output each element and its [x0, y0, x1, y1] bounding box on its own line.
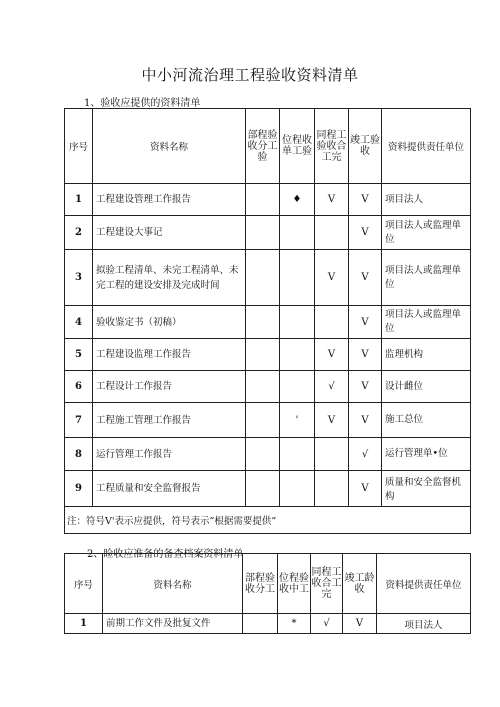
- document-name: 拟验工程清单、未完工程清单、未完工程的建设安排及完成时间: [93, 250, 246, 306]
- header-name: 资料名称: [93, 109, 246, 184]
- mark-c3: [315, 216, 349, 250]
- responsible-unit: 项目法人或监理单位: [382, 216, 471, 250]
- mark-c3: V: [315, 184, 349, 216]
- document-name: 前期工作文件及批复文件: [103, 614, 243, 634]
- mark-c3: [315, 306, 349, 339]
- mark-c2: [280, 216, 315, 250]
- mark-c2: [280, 438, 315, 471]
- table-row: [65, 216, 471, 250]
- header-contract-completion-acceptance: 同程工收合工完: [311, 554, 343, 614]
- table-note-row: [65, 507, 471, 534]
- mark-c2: [280, 306, 315, 339]
- mark-c2: *: [278, 614, 311, 634]
- header-contract-completion-acceptance: 同程工验收合工完: [315, 109, 349, 184]
- mark-c3: V: [315, 250, 349, 306]
- mark-c1: [246, 438, 280, 471]
- mark-c2: [280, 339, 315, 371]
- document-name: 运行管理工作报告: [93, 438, 246, 471]
- header-responsible-unit: 资料提供责任单位: [377, 554, 471, 614]
- responsible-unit: 设计雌位: [382, 371, 471, 403]
- archive-documents-table: [64, 553, 471, 634]
- table-row: [65, 371, 471, 403]
- document-name: 工程设计工作报告: [93, 371, 246, 403]
- mark-c4: V: [343, 614, 377, 634]
- table-note: 注：符号V'表示应提供，符号表示”根据需要提供”: [65, 507, 471, 534]
- mark-c1: [246, 403, 280, 438]
- header-seq: 序号: [65, 554, 103, 614]
- mark-c4: V: [349, 216, 382, 250]
- header-seq: 序号: [65, 109, 93, 184]
- mark-c1: [246, 471, 280, 507]
- table-row: [65, 184, 471, 216]
- section-1-label: 1、验收应提供的资料清单: [84, 98, 201, 109]
- mark-c4: V: [349, 371, 382, 403]
- mark-c3: V: [315, 339, 349, 371]
- section-2-label: 2、睑收应准备的备查档案资料清单: [87, 549, 244, 560]
- document-name: 工程施工管理工作报告: [93, 403, 246, 438]
- mark-c1: [246, 250, 280, 306]
- table-header-row: [65, 554, 471, 614]
- table-header-row: [65, 109, 471, 184]
- responsible-unit: 项目法人或监理单位: [382, 250, 471, 306]
- mark-c1: [246, 339, 280, 371]
- document-name: 工程建设管理工作报告: [93, 184, 246, 216]
- row-number: 1: [65, 614, 103, 634]
- header-sub-project-acceptance: 部程验收分工: [243, 554, 278, 614]
- responsible-unit: 运行管理单•位: [382, 438, 471, 471]
- mark-c2: [280, 471, 315, 507]
- row-number: 5: [65, 339, 93, 371]
- mark-c4: V: [349, 339, 382, 371]
- mark-c4: V: [349, 403, 382, 438]
- mark-c3: V: [315, 403, 349, 438]
- mark-c2: ♦: [280, 184, 315, 216]
- table-row: [65, 250, 471, 306]
- table-row: [65, 438, 471, 471]
- mark-c1: [246, 306, 280, 339]
- table-row: [65, 403, 471, 438]
- table-row: [65, 614, 471, 634]
- mark-c2: ': [280, 403, 315, 438]
- document-name: 工程建设大事记: [93, 216, 246, 250]
- mark-c2: [280, 250, 315, 306]
- mark-c3: √: [315, 371, 349, 403]
- row-number: 7: [65, 403, 93, 438]
- mark-c1: [246, 216, 280, 250]
- table-row: [65, 306, 471, 339]
- mark-c4: √: [349, 438, 382, 471]
- mark-c4: V: [349, 250, 382, 306]
- header-unit-project-acceptance: 位程收单工验: [280, 109, 315, 184]
- document-name: 工程建设监理工作报告: [93, 339, 246, 371]
- responsible-unit: 质量和安全监督机构: [382, 471, 471, 507]
- row-number: 2: [65, 216, 93, 250]
- header-final-acceptance: 竣工龄收: [343, 554, 377, 614]
- mark-c3: √: [311, 614, 343, 634]
- responsible-unit: 监理机构: [382, 339, 471, 371]
- header-sub-project-acceptance: 部程验收分工验: [246, 109, 280, 184]
- mark-c4: V: [349, 471, 382, 507]
- header-unit-project-acceptance: 位程验收中工: [278, 554, 311, 614]
- mark-c4: V: [349, 306, 382, 339]
- mark-c1: [246, 371, 280, 403]
- mark-c3: [315, 471, 349, 507]
- table-row: [65, 471, 471, 507]
- mark-c1: [243, 614, 278, 634]
- row-number: 8: [65, 438, 93, 471]
- row-number: 9: [65, 471, 93, 507]
- row-number: 6: [65, 371, 93, 403]
- header-responsible-unit: 资料提供责任单位: [382, 109, 471, 184]
- mark-c4: V: [349, 184, 382, 216]
- header-final-acceptance: 竣工验收: [349, 109, 382, 184]
- header-name: 资料名称: [103, 554, 243, 614]
- document-name: 工程质量和安全监督报告: [93, 471, 246, 507]
- document-name: 验收鉴定书（初稿）: [93, 306, 246, 339]
- mark-c1: [246, 184, 280, 216]
- table-row: [65, 339, 471, 371]
- responsible-unit: 项目法人或监理单位: [382, 306, 471, 339]
- required-documents-table: [64, 108, 471, 534]
- responsible-unit: 项目法人: [382, 184, 471, 216]
- mark-c2: [280, 371, 315, 403]
- responsible-unit: 项目法人: [377, 614, 471, 634]
- row-number: 1: [65, 184, 93, 216]
- row-number: 4: [65, 306, 93, 339]
- mark-c3: [315, 438, 349, 471]
- document-title: 中小河流治理工程验收资料清单: [141, 66, 359, 84]
- row-number: 3: [65, 250, 93, 306]
- responsible-unit: 施工总位: [382, 403, 471, 438]
